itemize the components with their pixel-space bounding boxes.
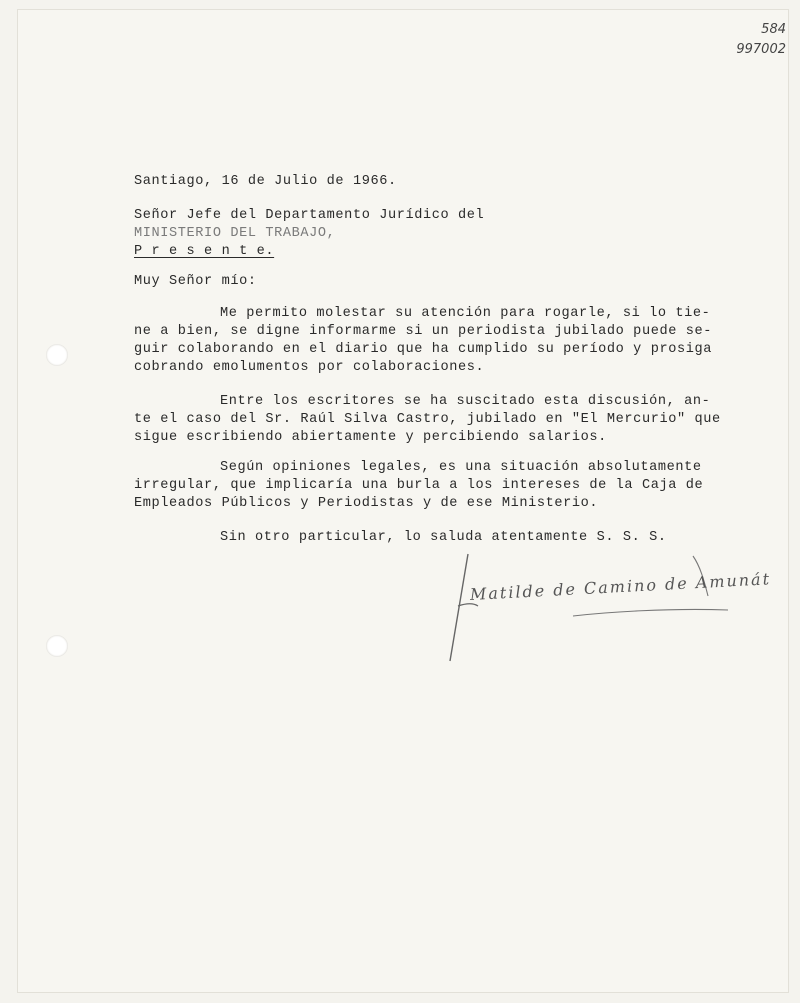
paragraph-line: Según opiniones legales, es una situación absolutamente [220, 460, 702, 475]
paragraph-line: Me permito molestar su atención para rogarle, si lo tie- [220, 306, 711, 321]
punch-hole [46, 344, 68, 366]
date-line: Santiago, 16 de Julio de 1966. [134, 174, 397, 189]
recipient-line: Señor Jefe del Departamento Jurídico del [134, 208, 485, 223]
paragraph-line: cobrando emolumentos por colaboraciones. [134, 360, 485, 375]
paragraph-line: irregular, que implicaría una burla a los intereses de la Caja de [134, 478, 704, 493]
recipient-line: MINISTERIO DEL TRABAJO, [134, 226, 336, 241]
signature-text: Matilde de Camino de Amunát [469, 569, 772, 604]
paragraph-line: ne a bien, se digne informarme si un periodista jubilado puede se- [134, 324, 712, 339]
closing-line: Sin otro particular, lo saluda atentamente S. S. S. [220, 530, 667, 545]
paragraph-line: Empleados Públicos y Periodistas y de ese Ministerio. [134, 496, 599, 511]
paragraph-line: guir colaborando en el diario que ha cumplido su período y prosiga [134, 342, 712, 357]
catalog-number: 997002 [736, 42, 786, 57]
punch-hole [46, 635, 68, 657]
archive-number: 584 [761, 22, 786, 37]
archive-marks [736, 20, 786, 60]
salutation: Muy Señor mío: [134, 274, 257, 289]
paragraph-line: Entre los escritores se ha suscitado esta discusión, an- [220, 394, 711, 409]
paragraph-line: te el caso del Sr. Raúl Silva Castro, jubilado en "El Mercurio" que [134, 412, 721, 427]
handwritten-signature [438, 546, 788, 666]
paragraph-line: sigue escribiendo abiertamente y percibiendo salarios. [134, 430, 607, 445]
recipient-line: P r e s e n t e. [134, 244, 275, 259]
